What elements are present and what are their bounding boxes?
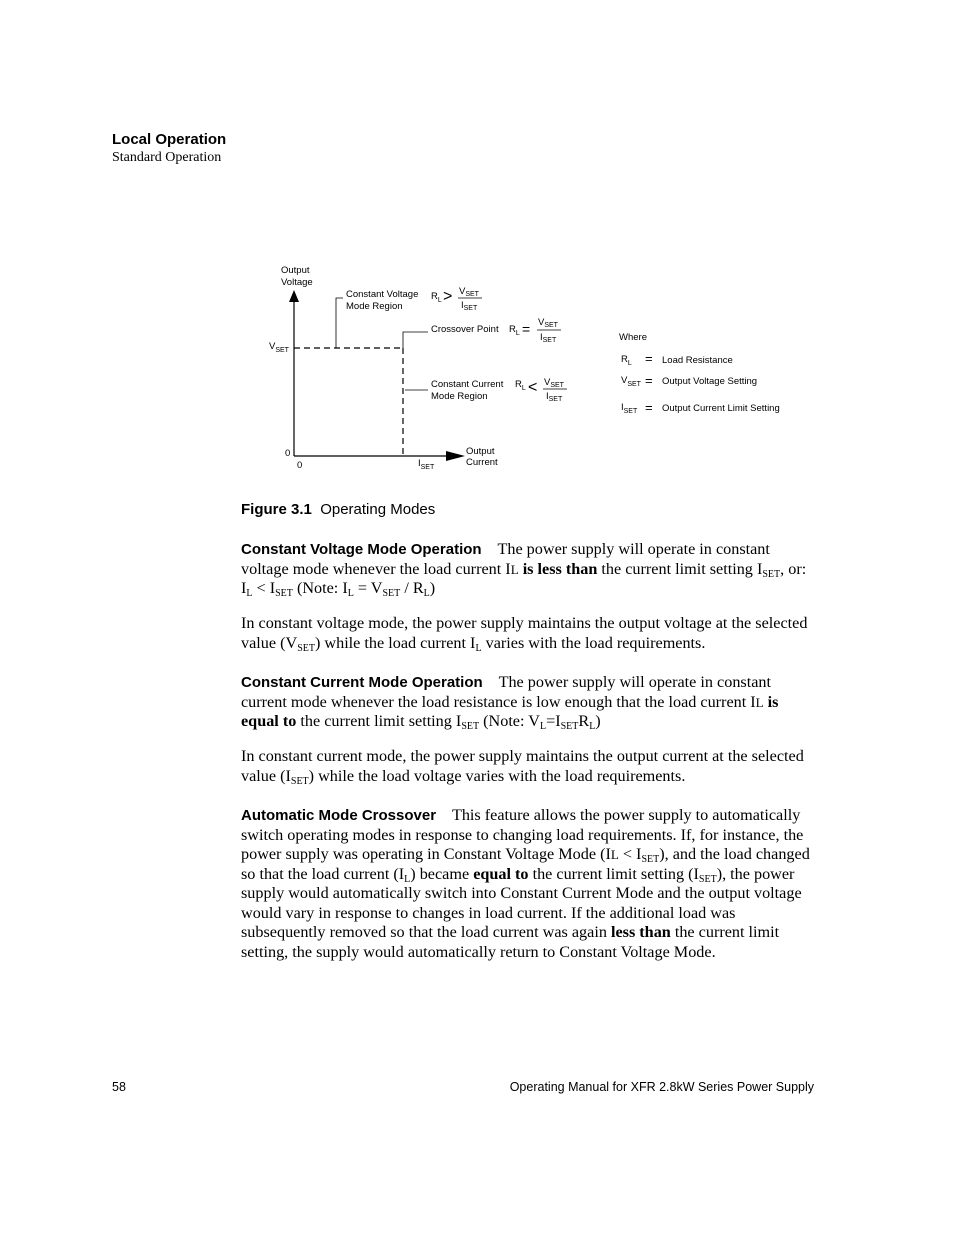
x-axis-arrow <box>446 451 465 461</box>
legend-rl <box>621 351 733 367</box>
amc-paragraph: Automatic Mode Crossover This feature allows the power supply to automatically switch operating modes in response to changing load requirements. If, for instance, the power supply was operating in Constant Voltage Mode $(IL < I_{SET})$, and the load changed so that the load current $(I_L)$ became equal to the current limit setting $(I_{SET})$, the power supply would automatically switch into Constant Current Mode and the output voltage would vary in response to changes in load current. If the additional load was subsequently removed so that the load current was again less than the current limit setting, the supply would automatically return to Constant Voltage Mode. <box>241 806 810 961</box>
svg-text:RL: $R_L$ <box>431 291 442 304</box>
svg-text:Output Voltage Setting: Output Voltage Setting <box>662 376 758 387</box>
svg-text:RL: $R_L$ <box>509 324 520 337</box>
figure-caption-title: Operating Modes <box>320 501 436 518</box>
svg-text:=: = <box>645 400 653 415</box>
operating-modes-diagram <box>255 255 815 485</box>
cv-paragraph-1: Constant Voltage Mode Operation The power supply will operate in constant voltage mode whenever the load current IL is less than the current limit setting $I_{SET}$, or: $I_L < I_{SET}$ (Note: $I_L = V_{SET} / R_L$) <box>241 540 807 599</box>
cc-paragraph-2: In constant current mode, the power supply maintains the output current at the selected value $(I_{SET})$ while the load voltage varies with the load requirements. <box>241 747 804 787</box>
amc-heading: Automatic Mode Crossover <box>241 807 437 824</box>
y-axis-label-1: Output <box>281 265 310 276</box>
svg-text:VSET: $V_{SET}$ <box>621 375 641 388</box>
svg-text:Load Resistance: Load Resistance <box>662 355 733 366</box>
x-axis-label-1: Output <box>466 446 495 457</box>
cv-region-label-1: Constant Voltage <box>346 289 419 300</box>
svg-text:RL: $R_L$ <box>515 379 526 392</box>
y-axis-label-2: Voltage <box>281 277 313 288</box>
y-axis-arrow <box>289 290 299 302</box>
vset-axis-label: $V_{SET}$ <box>269 341 289 354</box>
svg-text:>: > <box>443 288 453 305</box>
operating-modes-figure <box>255 255 815 485</box>
x-axis-label-2: Current <box>466 457 498 468</box>
figure-caption-label: Figure 3.1 <box>241 501 312 518</box>
origin-y-label: 0 <box>285 448 291 459</box>
cc-region-label-2: Mode Region <box>431 391 488 402</box>
svg-text:Output Current Limit Setting: Output Current Limit Setting <box>662 403 780 414</box>
page-number: 58 <box>112 1080 126 1094</box>
cv-heading: Constant Voltage Mode Operation <box>241 541 482 558</box>
cc-heading: Constant Current Mode Operation <box>241 674 483 691</box>
cv-paragraph-2: In constant voltage mode, the power supply maintains the output voltage at the selected value $(V_{SET})$ while the load current $I_L$ varies with the load requirements. <box>241 614 808 654</box>
svg-text:VSET: $V_{SET}$ <box>538 317 558 329</box>
cv-formula <box>431 286 482 312</box>
cc-formula <box>515 377 567 403</box>
svg-text:<: < <box>528 379 538 396</box>
crossover-point-label: Crossover Point <box>431 324 499 335</box>
cc-region-label-1: Constant Current <box>431 379 504 390</box>
origin-x-label: 0 <box>297 460 303 471</box>
legend-iset <box>621 400 780 415</box>
figure-caption <box>241 501 435 518</box>
svg-text:ISET: $I_{SET}$ <box>461 300 478 312</box>
section-title: Local Operation <box>112 131 227 148</box>
legend-where: Where <box>619 332 647 343</box>
svg-text:RL: $R_L$ <box>621 354 632 367</box>
svg-text:ISET: $I_{SET}$ <box>540 332 557 344</box>
subsection-title: Standard Operation <box>112 150 222 165</box>
cv-region-label-2: Mode Region <box>346 301 403 312</box>
crossover-formula <box>509 317 561 344</box>
svg-text:VSET: $V_{SET}$ <box>544 377 564 389</box>
footer-doc-title: Operating Manual for XFR 2.8kW Series Power Supply <box>509 1080 814 1094</box>
crossover-leader-line <box>403 332 428 348</box>
svg-text:=: = <box>645 351 653 366</box>
svg-text:ISET: $I_{SET}$ <box>621 402 638 415</box>
cv-leader-line <box>336 298 343 348</box>
iset-axis-label: $I_{SET}$ <box>418 458 435 471</box>
svg-text:=: = <box>522 321 531 337</box>
svg-text:VSET: $V_{SET}$ <box>459 286 479 298</box>
svg-text:=: = <box>645 373 653 388</box>
legend-vset <box>621 373 757 388</box>
svg-text:ISET: $I_{SET}$ <box>546 391 563 403</box>
cc-paragraph-1: Constant Current Mode Operation The power supply will operate in constant current mode whenever the load resistance is low enough that the load current IL is equal to the current limit setting $I_{SET}$ (Note: $V_L=I_{SET}R_L$) <box>241 673 779 732</box>
